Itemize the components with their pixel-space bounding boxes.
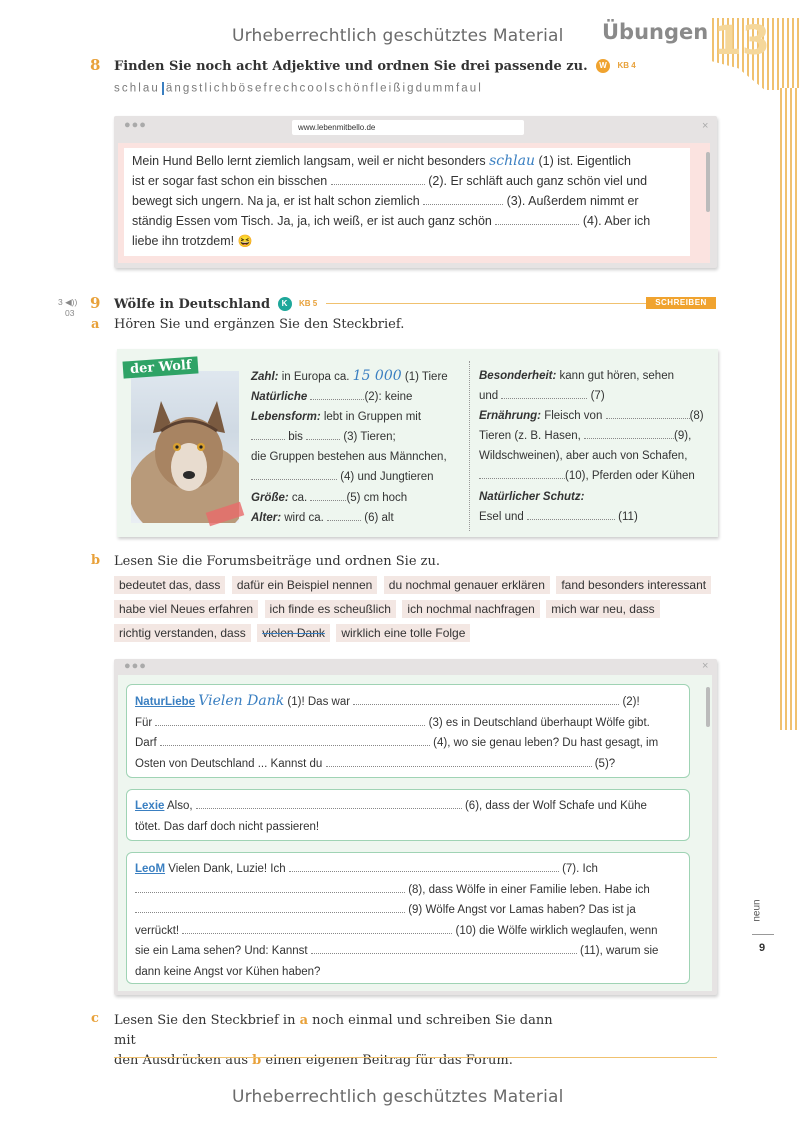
p1a: (1)! Das war: [287, 696, 351, 708]
ex9-badge-k: K: [278, 297, 292, 311]
ex8-letters-found: schlau: [114, 82, 160, 95]
blank-4w[interactable]: [251, 468, 337, 480]
c-l1a: Lesen Sie den Steckbrief in: [114, 1013, 296, 1028]
phrase-row-3: [114, 624, 714, 647]
p1e: Darf: [135, 737, 157, 749]
ex9c-letter: c: [91, 1011, 99, 1026]
c-l2a: den Ausdrücken aus: [114, 1053, 249, 1068]
profile-left-column: [251, 366, 463, 528]
close-icon[interactable]: ×: [702, 660, 709, 672]
ex9-number: 9: [90, 294, 101, 312]
alter-label: Alter:: [251, 511, 282, 524]
post2-line-2: tötet. Das darf doch nicht passieren!: [135, 820, 320, 833]
phrase-chip[interactable]: ich nochmal nachfragen: [402, 600, 539, 618]
phrase-chip[interactable]: wirklich eine tolle Folge: [336, 624, 470, 642]
ex9a-instruction: Hören Sie und ergänzen Sie den Steckbrief.: [114, 317, 405, 332]
forum-post-2: [126, 789, 690, 841]
ex8-l4a: ständig Essen vom Tisch. Ja, ja, ich weiß, er ist auch ganz schön: [132, 214, 492, 228]
chapter-number: 13: [714, 18, 770, 64]
close-icon[interactable]: ×: [702, 120, 709, 132]
chapter-header: [602, 18, 800, 88]
row-natuerliche: [251, 387, 463, 407]
post2-line-1: [135, 796, 681, 817]
page-number: 9: [759, 942, 766, 954]
phrase-chip[interactable]: bedeutet das, dass: [114, 576, 225, 594]
row-jungtiere: [251, 467, 463, 487]
blank-3[interactable]: [423, 193, 503, 205]
phrase-chip[interactable]: habe viel Neues erfahren: [114, 600, 258, 618]
wolf-photo: [131, 371, 239, 523]
row-pferde: [479, 466, 711, 486]
watermark-bottom: Urheberrechtlich geschütztes Material: [232, 1087, 564, 1107]
url-text: www.lebenmitbello.de: [298, 123, 376, 132]
bis-text: bis: [288, 431, 303, 444]
row-besonderheit: [479, 366, 711, 386]
ex9-kb: KB 5: [298, 299, 318, 309]
jung-text: (4) und Jungtieren: [340, 471, 434, 484]
ex8-browser-window: [114, 116, 717, 268]
p3d: (9) Wölfe Angst vor Lamas haben? Das ist ja: [408, 904, 636, 916]
ern-text: Fleisch von: [544, 410, 603, 423]
profile-right-column: [479, 366, 711, 527]
p1b: (2)!: [622, 696, 640, 708]
ex8-letters-rest: ängstlichbösefrechcoolschönfleißigdummfaul: [165, 82, 483, 95]
phrase-chip[interactable]: mich war neu, dass: [546, 600, 659, 618]
phrase-chip-used[interactable]: vielen Dank: [257, 624, 330, 642]
phrase-chip[interactable]: ich finde es scheußlich: [265, 600, 396, 618]
forum-browser-window: [114, 659, 717, 995]
side-word: neun: [751, 899, 763, 922]
pferde-text: (10), Pferden oder Kühen: [565, 470, 695, 483]
zahl-end: (1) Tiere: [404, 371, 448, 383]
und-end: (7): [590, 390, 605, 403]
phrase-chip[interactable]: richtig verstanden, dass: [114, 624, 251, 642]
post1-fill: Vielen Dank: [198, 693, 285, 709]
ex8-l2b: (2). Er schläft auch ganz schön viel und: [428, 174, 648, 188]
row-bis: [251, 427, 463, 447]
tieren-r-end: (9),: [674, 430, 692, 443]
ex8-content-area: [118, 143, 710, 263]
ex8-title: Finden Sie noch acht Adjektive und ordnen Sie drei passende zu.: [114, 59, 588, 74]
ex9-heading: [114, 295, 317, 313]
blank-von[interactable]: [251, 428, 285, 440]
phrase-chip[interactable]: du nochmal genauer erklären: [384, 576, 550, 594]
post1-line-2: [135, 713, 681, 734]
bottom-rule: [114, 1057, 717, 1058]
username-lexie[interactable]: Lexie: [135, 800, 165, 812]
ex9c-instruction: [114, 1011, 574, 1071]
window-dots: ●●●: [124, 119, 147, 131]
post1-line-3: [135, 733, 681, 754]
p3f: (10) die Wölfe wirklich weglaufen, wenn: [455, 924, 658, 937]
blank-10w[interactable]: [479, 467, 565, 479]
blank-6w[interactable]: [327, 509, 361, 521]
phrase-chip[interactable]: dafür ein Beispiel nennen: [232, 576, 377, 594]
row-und: [479, 386, 711, 406]
post1-line-1: [135, 691, 681, 713]
ex8-heading: [114, 57, 636, 75]
ex9c-line-2: [114, 1051, 574, 1071]
ex9b-instruction: Lesen Sie die Forumsbeiträge und ordnen Sie zu.: [114, 554, 440, 569]
zahl-fill: 15 000: [352, 368, 402, 384]
row-esel: [479, 507, 711, 527]
groesse-end: (5) cm hoch: [346, 491, 408, 504]
ex8-l3a: bewegt sich ungern. Na ja, er ist halt schon ziemlich: [132, 194, 420, 208]
speaker-icon: ◀)): [62, 297, 78, 307]
zahl-label: Zahl:: [251, 371, 279, 383]
post1-line-4: [135, 754, 681, 775]
p3g: sie ein Lama sehen? Und: Kannst: [135, 945, 308, 957]
blank-p3[interactable]: [155, 714, 425, 726]
blank-bis[interactable]: [306, 428, 340, 440]
blank-p7[interactable]: [289, 860, 559, 872]
side-divider: [752, 934, 774, 935]
nat-label: Natürliche: [251, 391, 308, 404]
groesse-label: Größe:: [251, 491, 289, 504]
alter-end: (6) alt: [364, 511, 394, 524]
ex8-letter-snake: [114, 82, 483, 95]
blank-p6[interactable]: [196, 797, 462, 809]
blank-p11[interactable]: [311, 942, 577, 954]
ref-a: a: [299, 1013, 309, 1028]
c-l1b: noch einmal und schreiben Sie dann mit: [114, 1013, 553, 1048]
post3-line-5: [135, 941, 681, 962]
row-gruppen: die Gruppen bestehen aus Männchen,: [251, 451, 447, 464]
bes-text: kann gut hören, sehen: [559, 370, 674, 382]
blank-p10[interactable]: [182, 922, 452, 934]
schreiben-tag: SCHREIBEN: [646, 297, 716, 309]
ex8-l1b: (1) ist. Eigentlich: [538, 154, 631, 168]
blank-8w[interactable]: [606, 407, 690, 419]
zahl-text: in Europa ca.: [281, 371, 350, 383]
ex8-l1a: Mein Hund Bello lernt ziemlich langsam, weil er nicht besonders: [132, 154, 486, 168]
window-dots: ●●●: [124, 660, 147, 672]
url-bar[interactable]: [292, 120, 524, 135]
ex9c-line-1: [114, 1011, 574, 1051]
ex9-title: Wölfe in Deutschland: [114, 297, 271, 312]
watermark-top: Urheberrechtlich geschütztes Material: [232, 26, 564, 46]
p1f: (4), wo sie genau leben? Du hast gesagt, im: [433, 737, 659, 749]
blank-4[interactable]: [495, 213, 579, 225]
tieren-text: (3) Tieren;: [343, 431, 396, 444]
ex8-kb: KB 4: [617, 61, 636, 71]
ex8-l5: liebe ihn trotzdem!: [132, 234, 235, 248]
p1d: (3) es in Deutschland überhaupt Wölfe gibt.: [428, 716, 650, 729]
row-lebensform: [251, 407, 463, 427]
p1c: Für: [135, 716, 153, 729]
bes-label: Besonderheit:: [479, 370, 557, 382]
p3h: (11), warum sie: [580, 945, 659, 957]
post3-line-3: [135, 900, 681, 921]
ex8-l2a: ist er sogar fast schon ein bisschen: [132, 174, 328, 188]
row-ernaehrung: [479, 406, 711, 426]
row-zahl: [251, 366, 463, 387]
ex8-l4b: (4). Aber ich: [582, 214, 651, 228]
post3-line-2: [135, 880, 681, 901]
wolf-label: der Wolf: [122, 356, 198, 378]
row-tieren: [479, 426, 711, 446]
wolf-illustration: [131, 371, 239, 523]
p2b: (6), dass der Wolf Schafe und Kühe: [464, 800, 647, 812]
blank-7w[interactable]: [501, 387, 587, 399]
row-schutz: [479, 487, 711, 507]
blank-p8[interactable]: [135, 881, 405, 893]
ex8-badge-w: W: [596, 59, 610, 73]
row-wild: Wildschweinen), aber auch von Schafen,: [479, 450, 688, 463]
alter-text: wird ca.: [284, 511, 324, 524]
username-naturliebe[interactable]: NaturLiebe: [135, 696, 196, 708]
und-text: und: [479, 390, 499, 403]
ex9b-letter: b: [91, 553, 101, 568]
ex8-l3b: (3). Außerdem nimmt er: [506, 194, 639, 208]
ex8-line-2: [132, 171, 692, 191]
blank-5w[interactable]: [310, 489, 346, 501]
tieren-r-text: Tieren (z. B. Hasen,: [479, 430, 581, 443]
blank-9w[interactable]: [584, 427, 674, 439]
ex8-line-4: [132, 211, 692, 231]
post3-line-6: dann keine Angst vor Kühen haben?: [135, 965, 321, 978]
scrollbar[interactable]: [706, 687, 710, 727]
p3c: (8), dass Wölfe in einer Familie leben. Habe ich: [408, 883, 650, 896]
scrollbar[interactable]: [706, 152, 710, 212]
laugh-emoji-icon: 😆: [237, 234, 253, 248]
wolf-profile-card: [117, 349, 718, 537]
lebens-label: Lebensform:: [251, 411, 321, 424]
phrase-bank: [114, 576, 714, 647]
phrase-chip[interactable]: fand besonders interessant: [556, 576, 711, 594]
forum-post-3: [126, 852, 690, 984]
audio-track[interactable]: [58, 297, 77, 319]
ex8-fill-1: schlau: [489, 153, 536, 169]
schutz-label: Natürlicher Schutz:: [479, 490, 585, 503]
p3a: Vielen Dank, Luzie! Ich: [168, 863, 286, 875]
side-stripe: [780, 88, 800, 730]
blank-p4[interactable]: [160, 734, 430, 746]
blank-2[interactable]: [331, 173, 425, 185]
nat-end: (2): keine: [364, 391, 413, 404]
blank-p5[interactable]: [326, 755, 592, 767]
audio-track-number: 03: [65, 308, 75, 318]
ex8-line-5: [132, 231, 692, 251]
post3-line-1: [135, 859, 681, 880]
esel-end: (11): [618, 510, 638, 523]
blank-p9[interactable]: [135, 901, 405, 913]
ern-label: Ernährung:: [479, 410, 541, 423]
ex8-number: 8: [90, 56, 101, 74]
username-leom[interactable]: LeoM: [135, 863, 166, 875]
c-l2b: einen eigenen Beitrag für das Forum.: [265, 1053, 513, 1068]
header-title: Übungen: [602, 20, 709, 44]
row-groesse: [251, 488, 463, 508]
row-alter: [251, 508, 463, 528]
ern-end: (8): [689, 410, 704, 423]
blank-nat[interactable]: [310, 388, 364, 400]
blank-11w[interactable]: [527, 508, 615, 520]
p3b: (7). Ich: [562, 863, 598, 875]
forum-post-1: [126, 684, 690, 778]
p1g: Osten von Deutschland ... Kannst du: [135, 757, 323, 770]
ex8-line-3: [132, 191, 692, 211]
blank-p2[interactable]: [353, 693, 619, 705]
esel-text: Esel und: [479, 510, 524, 523]
p3e: verrückt!: [135, 924, 180, 937]
audio-cd: 3: [58, 297, 63, 307]
ex9-rule: [326, 303, 646, 304]
ex8-divider-mark: [162, 82, 164, 95]
groesse-text: ca.: [291, 491, 308, 504]
post3-line-4: [135, 921, 681, 942]
ref-b: b: [252, 1053, 262, 1068]
p1h: (5)?: [594, 757, 616, 770]
phrase-row-1: [114, 576, 714, 599]
p2a: Also,: [166, 800, 193, 812]
ex8-line-1: [132, 151, 692, 171]
ex8-text: [132, 151, 692, 251]
ex9a-letter: a: [91, 317, 100, 332]
phrase-row-2: [114, 600, 714, 623]
lebens-text: lebt in Gruppen mit: [323, 411, 422, 424]
column-divider: [469, 361, 470, 531]
